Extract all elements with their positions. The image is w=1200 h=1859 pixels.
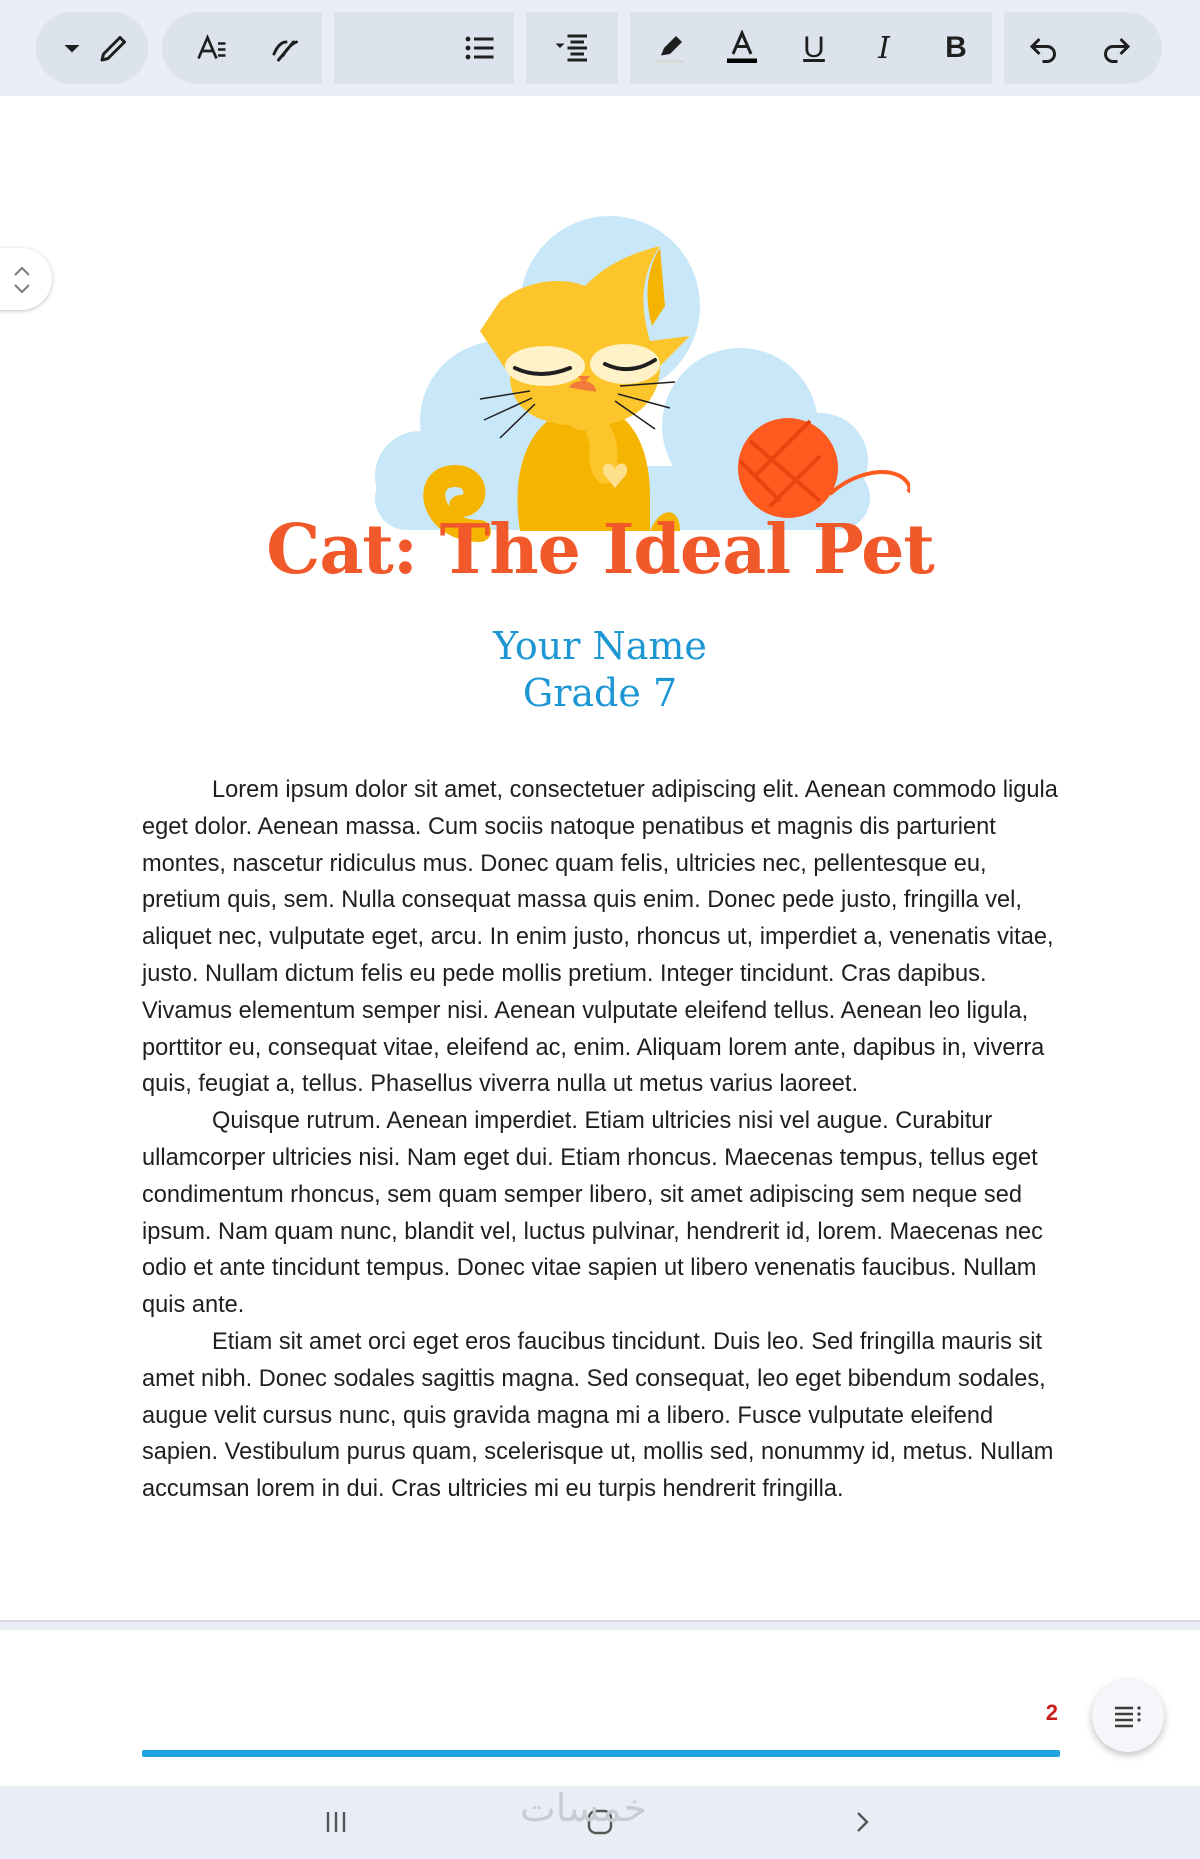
undo-icon — [1026, 30, 1062, 66]
align-button[interactable] — [536, 12, 608, 84]
align-center-icon — [554, 30, 590, 66]
document-body — [142, 772, 1062, 1508]
page-menu-button[interactable] — [1092, 1680, 1164, 1752]
text-color-icon — [724, 30, 760, 66]
italic-button[interactable] — [848, 12, 920, 84]
text-format-button[interactable] — [176, 12, 248, 84]
document-page — [0, 96, 1200, 1622]
clear-format-button[interactable] — [250, 12, 322, 84]
bold-label: B — [945, 31, 967, 64]
format-clear-icon — [268, 30, 304, 66]
watermark: خمسات — [520, 1786, 647, 1830]
highlighter-icon — [652, 30, 688, 66]
paragraph-1: Lorem ipsum dolor sit amet, consectetuer adipiscing elit. Aenean commodo ligula eget dolor. Aenean massa. Cum sociis natoque penatibus et magnis dis parturient montes, nascetur ridiculus mus. Donec quam felis, ultricies nec, pellentesque eu, pretium quis, sem. Nulla consequat massa quis enim. Donec pede justo, fringilla vel, aliquet nec, vulputate eget, arcu. In enim justo, rhoncus ut, imperdiet a, venenatis vitae, justo. Nullam dictum felis eu pede mollis pretium. Integer tincidunt. Cras dapibus. Vivamus elementum semper nisi. Aenean vulputate eleifend tellus. Aenean leo ligula, porttitor eu, consequat vitae, eleifend ac, enim. Aliquam lorem ante, dapibus in, viverra quis, feugiat a, tellus. Phasellus viverra nulla ut metus varius laoreet. — [142, 777, 1058, 1098]
recent-apps-button[interactable] — [306, 1800, 366, 1844]
text-color-button[interactable] — [706, 12, 778, 84]
back-icon — [848, 1808, 876, 1836]
bullet-list-icon — [462, 30, 498, 66]
bullet-list-button[interactable] — [444, 12, 516, 84]
undo-button[interactable] — [1008, 12, 1080, 84]
text-format-icon — [194, 30, 230, 66]
page-menu-icon — [1113, 1704, 1143, 1728]
pen-button[interactable] — [78, 12, 150, 84]
back-button[interactable] — [832, 1800, 892, 1844]
recent-apps-icon — [322, 1808, 350, 1836]
redo-icon — [1098, 30, 1134, 66]
page-gap — [0, 1622, 1200, 1630]
page-number: 2 — [1045, 1700, 1058, 1725]
paragraph-3: Etiam sit amet orci eget eros faucibus tincidunt. Duis leo. Sed fringilla mauris sit amet nibh. Donec sodales sagittis magna. Sed consequat, leo eget bibendum sodales, augue velit cursus nunc, quis gravida magna mi a libero. Fusce vulputate eleifend sapien. Vestibulum purus quam, scelerisque ut, mollis sed, nonummy id, metus. Nullam accumsan lorem in dui. Cras ultricies mi eu turpis hendrerit fringilla. — [142, 1328, 1054, 1503]
highlight-button[interactable] — [634, 12, 706, 84]
underline-label: U — [803, 31, 825, 64]
document-page-2 — [0, 1630, 1200, 1786]
italic-label: I — [878, 30, 890, 66]
document-title: Cat: The Ideal Pet — [266, 510, 934, 590]
expand-collapse-icon — [10, 262, 34, 298]
formatting-toolbar — [0, 0, 1200, 96]
page-progress-bar — [142, 1750, 1060, 1757]
underline-button[interactable] — [778, 12, 850, 84]
pencil-icon — [96, 30, 132, 66]
bold-button[interactable] — [920, 12, 992, 84]
document-author: Your Name — [493, 624, 707, 668]
paragraph-2: Quisque rutrum. Aenean imperdiet. Etiam ultricies nisi vel augue. Curabitur ullamcorper ultricies nisi. Nam eget dui. Etiam rhoncus. Maecenas tempus, tellus eget condimentum rhoncus, sem quam semper libero, sit amet adipiscing sem neque sed ipsum. Nam quam nunc, blandit vel, luctus pulvinar, hendrerit id, lorem. Maecenas nec odio et ante tincidunt tempus. Donec vitae sapien ut libero venenatis faucibus. Nullam quis ante. — [142, 1108, 1043, 1319]
redo-button[interactable] — [1080, 12, 1152, 84]
scroll-handle[interactable] — [0, 248, 52, 310]
document-grade: Grade 7 — [522, 671, 678, 715]
